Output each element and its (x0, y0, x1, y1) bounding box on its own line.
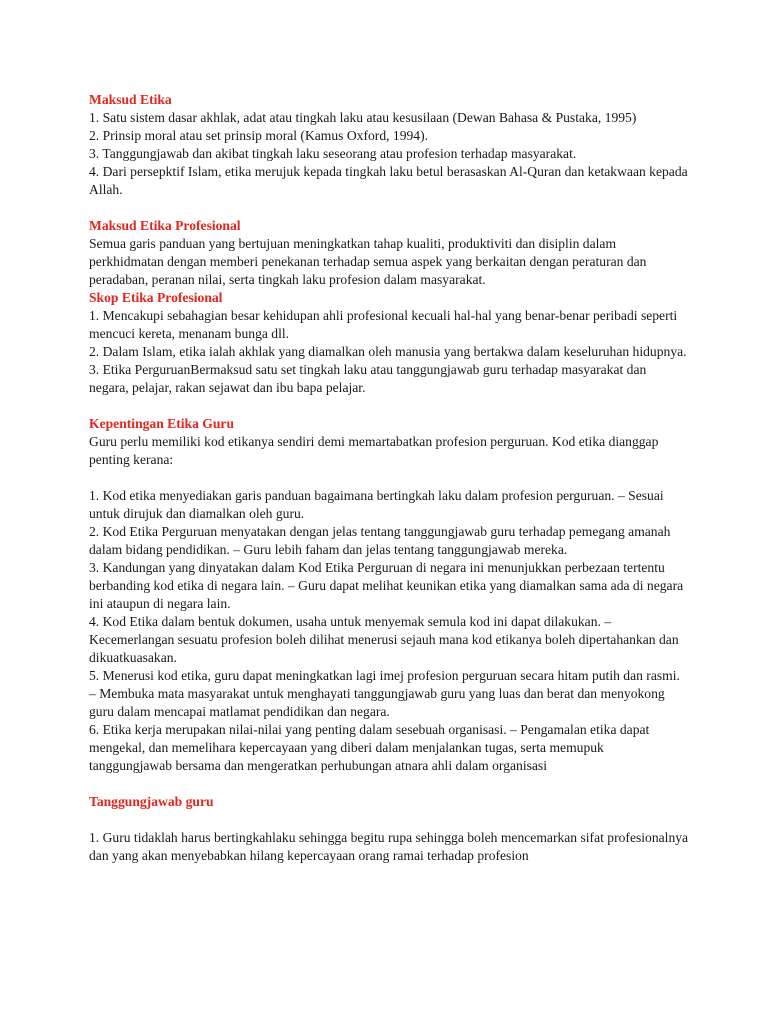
document-page (89, 91, 689, 865)
heading-maksud-etika: Maksud Etika (89, 92, 172, 107)
list-item: 3. Tanggungjawab dan akibat tingkah laku seseorang atau profesion terhadap masyarakat. (89, 146, 577, 161)
list-item: 4. Dari persepktif Islam, etika merujuk kepada tingkah laku betul berasaskan Al-Quran dan ketakwaan kepada Allah. (89, 164, 688, 197)
list-item: 6. Etika kerja merupakan nilai-nilai yang penting dalam sesebuah organisasi. – Pengamalan etika dapat mengekal, dan memelihara kepercayaan yang diberi dalam menjalankan tugas, serta memupuk tanggungjawab bersama dan mengeratkan perhubungan atnara ahli dalam organisasi (89, 722, 650, 773)
list-item: 4. Kod Etika dalam bentuk dokumen, usaha untuk menyemak semula kod ini dapat dilakukan. – Kecemerlangan sesuatu profesion boleh dilihat menerusi sejauh mana kod etikanya boleh dipertahankan dan dikuatkuasakan. (89, 614, 679, 665)
list-item: 2. Dalam Islam, etika ialah akhlak yang diamalkan oleh manusia yang bertakwa dalam keseluruhan hidupnya. (89, 344, 687, 359)
paragraph: Guru perlu memiliki kod etikanya sendiri demi memartabatkan profesion perguruan. Kod etika dianggap penting kerana: (89, 434, 659, 467)
spacer (89, 775, 689, 793)
list-item: 1. Guru tidaklah harus bertingkahlaku sehingga begitu rupa sehingga boleh mencemarkan sifat profesionalnya dan yang akan menyebabkan hilang kepercayaan orang ramai terhadap profesion (89, 830, 689, 863)
list-item: 1. Mencakupi sebahagian besar kehidupan ahli profesional kecuali hal-hal yang benar-benar peribadi seperti mencuci kereta, menanam bunga dll. (89, 308, 678, 341)
list-item: 2. Kod Etika Perguruan menyatakan dengan jelas tentang tanggungjawab guru terhadap pemegang amanah dalam bidang pendidikan. – Guru lebih faham dan jelas tentang tanggungjawab mereka. (89, 524, 671, 557)
list-item: 1. Kod etika menyediakan garis panduan bagaimana bertingkah laku dalam profesion perguruan. – Sesuai untuk dirujuk dan diamalkan oleh guru. (89, 488, 664, 521)
heading-kepentingan-etika-guru: Kepentingan Etika Guru (89, 416, 235, 431)
list-item: 3. Kandungan yang dinyatakan dalam Kod Etika Perguruan di negara ini menunjukkan perbezaan tertentu berbanding kod etika di negara lain. – Guru dapat melihat keunikan etika yang diamalkan sama ada di negara ini ataupun di negara lain. (89, 560, 684, 611)
spacer (89, 199, 689, 217)
spacer (89, 397, 689, 415)
heading-maksud-etika-profesional: Maksud Etika Profesional (89, 218, 241, 233)
heading-skop-etika-profesional: Skop Etika Profesional (89, 290, 223, 305)
heading-tanggungjawab-guru: Tanggungjawab guru (89, 794, 214, 809)
spacer (89, 469, 689, 487)
list-item: 1. Satu sistem dasar akhlak, adat atau tingkah laku atau kesusilaan (Dewan Bahasa & Pustaka, 1995) (89, 110, 637, 125)
list-item: 3. Etika PerguruanBermaksud satu set tingkah laku atau tanggungjawab guru terhadap masyarakat dan negara, pelajar, rakan sejawat dan ibu bapa pelajar. (89, 362, 647, 395)
list-item: 5. Menerusi kod etika, guru dapat meningkatkan lagi imej profesion perguruan secara hitam putih dan rasmi. – Membuka mata masyarakat untuk menghayati tanggungjawab guru yang luas dan berat dan menyokong guru dalam mencapai matlamat pendidikan dan negara. (89, 668, 680, 719)
spacer (89, 811, 689, 829)
list-item: 2. Prinsip moral atau set prinsip moral (Kamus Oxford, 1994). (89, 128, 429, 143)
paragraph: Semua garis panduan yang bertujuan meningkatkan tahap kualiti, produktiviti dan disiplin dalam perkhidmatan dengan memberi penekanan terhadap semua aspek yang berkaitan dengan peraturan dan peradaban, peranan nilai, serta tingkah laku profesion dalam masyarakat. (89, 236, 647, 287)
